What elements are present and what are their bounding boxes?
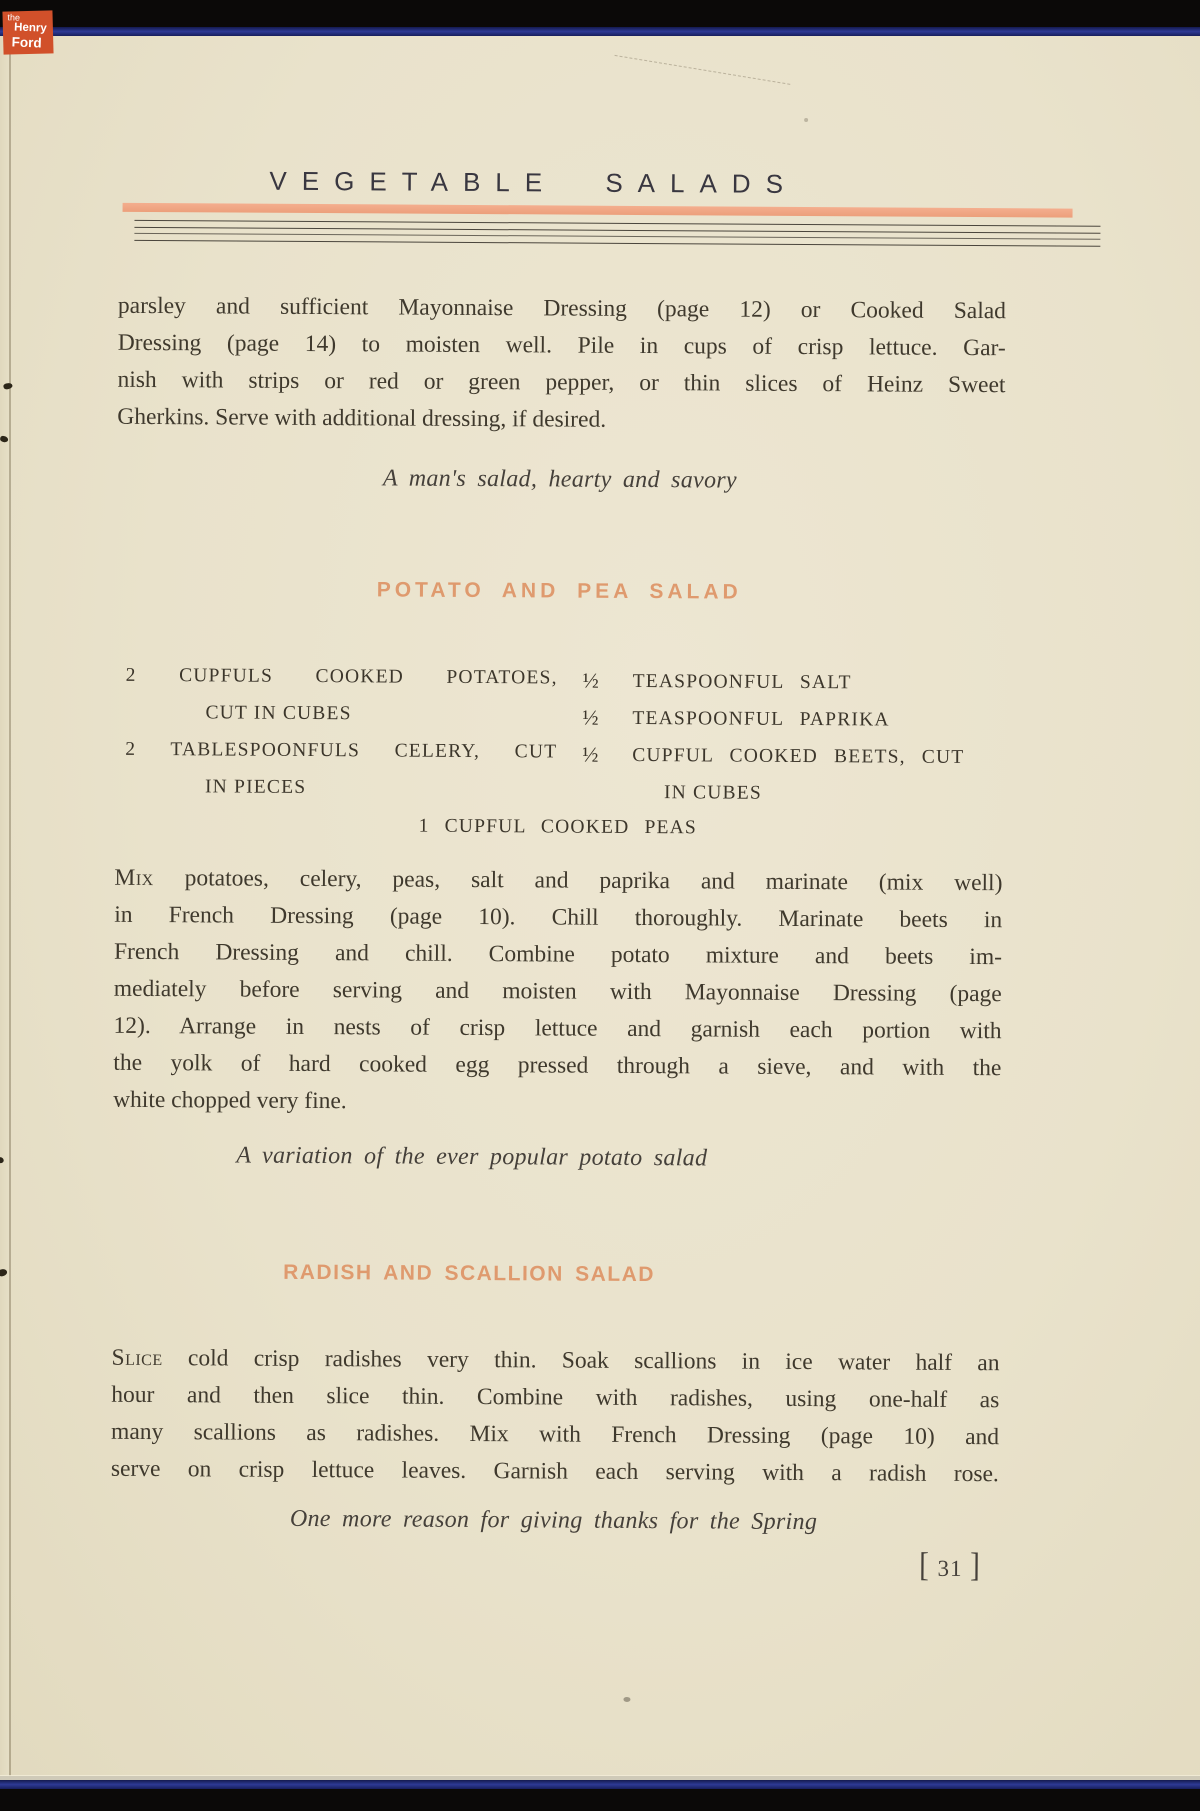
paragraph-line: many scallions as radishes. Mix with French Dressing (page 10) and bbox=[111, 1418, 1000, 1451]
page-number-bracket-left: [ bbox=[919, 1546, 930, 1584]
page-number-bracket-right: ] bbox=[970, 1547, 982, 1585]
paragraph-line: French Dressing and chill. Combine potato mixture and beets im- bbox=[113, 938, 1003, 971]
line-text: cold crisp radishes very thin. Soak scallions in ice water half an bbox=[187, 1345, 1000, 1377]
ingredients-left-column bbox=[125, 657, 558, 808]
ingredient-text: TABLESPOONFULS CELERY, CUT bbox=[170, 739, 558, 763]
paragraph-line: 12). Arrange in nests of crisp lettuce and garnish each portion with bbox=[113, 1012, 1002, 1045]
ink-speck bbox=[0, 1157, 4, 1163]
ingredient-quantity: ½ bbox=[582, 705, 600, 730]
ingredient-quantity: 1 bbox=[418, 815, 430, 837]
ingredient-text: CUPFUL COOKED BEETS, CUT bbox=[632, 744, 965, 768]
method-paragraph-1 bbox=[113, 860, 1003, 1124]
ingredient-line-continued: IN PIECES bbox=[204, 776, 307, 798]
henry-ford-watermark-text bbox=[2, 10, 53, 55]
paragraph-line bbox=[114, 860, 1002, 902]
henry-ford-watermark bbox=[2, 10, 53, 54]
watermark-the-label: the bbox=[7, 12, 21, 23]
ingredient-line-continued: IN CUBES bbox=[663, 782, 762, 804]
ingredient-text: TEASPOONFUL SALT bbox=[632, 670, 852, 694]
ingredient-center-line bbox=[115, 806, 1001, 848]
ingredient-line bbox=[126, 657, 558, 697]
line-text: potatoes, celery, peas, salt and paprika and marinate (mix well) bbox=[184, 865, 1003, 897]
ingredient-text: CUPFUL COOKED PEAS bbox=[444, 815, 698, 839]
paragraph-line: white chopped very fine. bbox=[113, 1086, 347, 1115]
title-rule-thin-3 bbox=[134, 233, 1100, 240]
title-rule-orange bbox=[123, 203, 1073, 218]
lead-word: Mix bbox=[114, 864, 154, 892]
caption-spring: One more reason for giving thanks for the Spring bbox=[289, 1505, 818, 1536]
title-rule-thin-2 bbox=[134, 227, 1100, 234]
watermark-ford-label: Ford bbox=[11, 34, 42, 51]
ingredient-item bbox=[582, 700, 1022, 740]
ingredient-text: TEASPOONFUL PAPRIKA bbox=[632, 707, 890, 731]
ingredient-quantity: ½ bbox=[582, 742, 600, 767]
ingredient-line-continued: CUT IN CUBES bbox=[205, 702, 352, 725]
paragraph-line: nish with strips or red or green pepper, or thin slices of Heinz Sweet bbox=[117, 366, 1006, 399]
paper-spot bbox=[623, 1697, 630, 1702]
paragraph-line: the yolk of hard cooked egg pressed through a sieve, and with the bbox=[113, 1049, 1002, 1082]
ingredient-item bbox=[583, 663, 1023, 703]
paragraph-line: mediately before serving and moisten with Mayonnaise Dressing (page bbox=[113, 975, 1002, 1008]
paragraph-line: Gherkins. Serve with additional dressing, if desired. bbox=[117, 403, 607, 433]
ink-speck bbox=[3, 382, 13, 390]
paragraph-line: Dressing (page 14) to moisten well. Pile in cups of crisp lettuce. Gar- bbox=[117, 329, 1006, 362]
paragraph-line: hour and then slice thin. Combine with radishes, using one-half as bbox=[111, 1381, 1000, 1414]
chapter-title: VEGETABLE SALADS bbox=[269, 165, 799, 199]
ingredient-text: CUPFULS COOKED POTATOES, bbox=[179, 665, 558, 689]
ingredient-line bbox=[125, 731, 557, 771]
title-rule-thin-4 bbox=[134, 240, 1100, 247]
ingredient-item bbox=[125, 731, 557, 808]
ingredient-quantity: 2 bbox=[125, 738, 137, 760]
ingredient-item bbox=[125, 657, 557, 734]
watermark-henry-label: Henry bbox=[13, 21, 47, 35]
paragraph-line bbox=[111, 1340, 999, 1382]
title-rule-thin-1 bbox=[134, 220, 1100, 227]
intro-paragraph bbox=[117, 288, 1006, 441]
paragraph-line: serve on crisp lettuce leaves. Garnish each serving with a radish rose. bbox=[110, 1455, 999, 1488]
caption-variation: A variation of the ever popular potato salad bbox=[236, 1142, 708, 1172]
recipe-title-potato-pea: POTATO AND PEA SALAD bbox=[376, 578, 742, 604]
ingredient-item bbox=[582, 737, 1022, 777]
scan-scratch bbox=[615, 55, 791, 85]
page-number bbox=[918, 1546, 982, 1586]
lead-word: Slice bbox=[111, 1344, 163, 1372]
paragraph-line: in French Dressing (page 10). Chill thoroughly. Marinate beets in bbox=[114, 901, 1003, 934]
paragraph-line: parsley and sufficient Mayonnaise Dressing (page 12) or Cooked Salad bbox=[117, 292, 1007, 325]
ink-speck bbox=[0, 1268, 8, 1278]
page-number-value: 31 bbox=[937, 1555, 963, 1581]
paper-spot bbox=[804, 118, 808, 122]
ingredient-quantity: 2 bbox=[125, 664, 137, 686]
recipe-title-radish-scallion: RADISH AND SCALLION SALAD bbox=[283, 1260, 656, 1287]
ingredients-right-column bbox=[582, 663, 1023, 814]
method-paragraph-2 bbox=[111, 1340, 1000, 1493]
ingredient-quantity: ½ bbox=[582, 668, 601, 693]
ink-speck bbox=[0, 435, 9, 442]
caption-mans-salad: A man's salad, hearty and savory bbox=[382, 465, 737, 494]
